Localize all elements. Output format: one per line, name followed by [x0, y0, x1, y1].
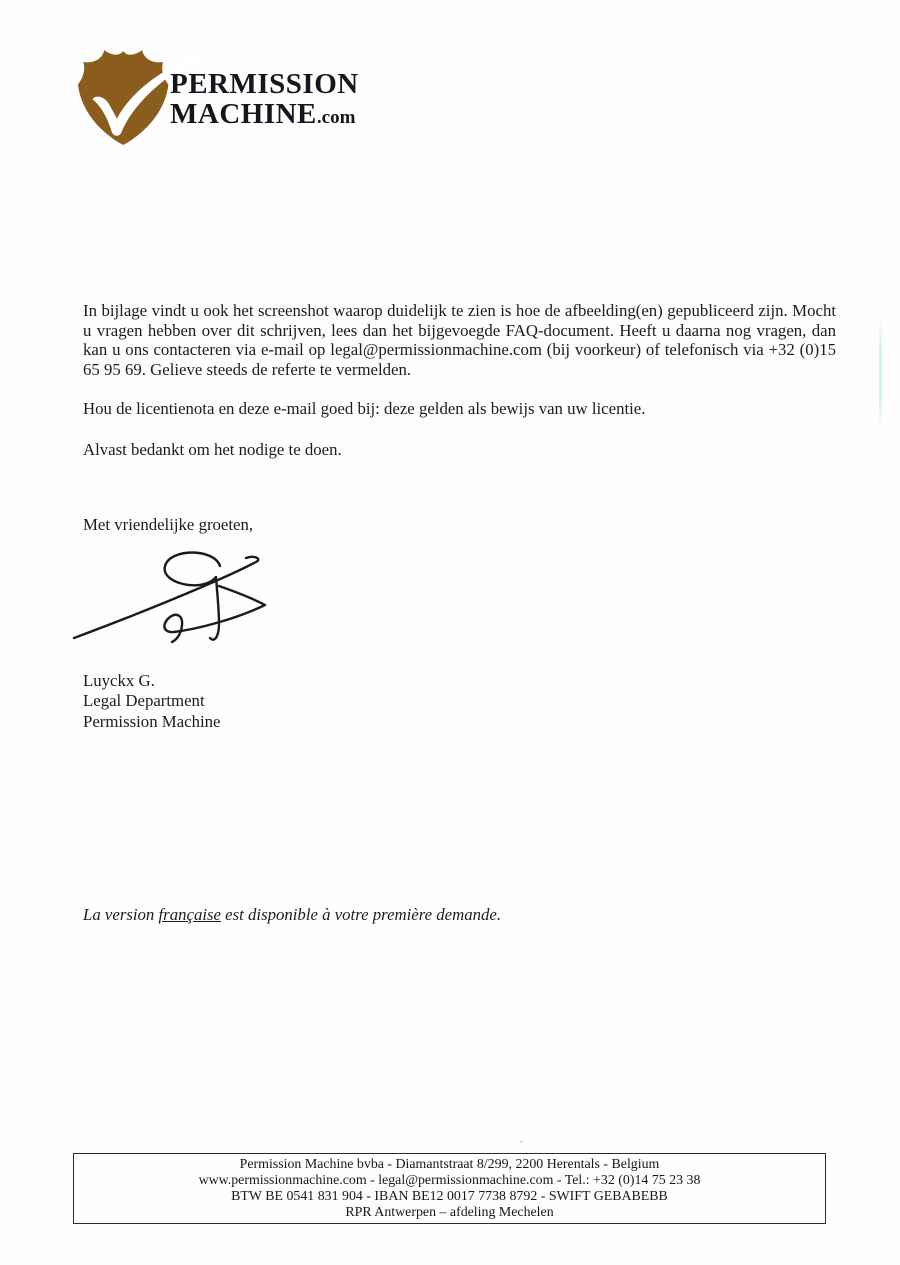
company-logo	[78, 46, 398, 156]
signature-image	[68, 546, 283, 654]
footer-line-address: Permission Machine bvba - Diamantstraat 8/299, 2200 Herentals - Belgium	[239, 1157, 660, 1172]
french-notice-prefix: La version	[83, 905, 159, 924]
body-paragraph-3: Alvast bedankt om het nodige te doen.	[83, 439, 342, 459]
logo-brand-suffix: .com	[316, 107, 356, 128]
footer-box	[73, 1153, 826, 1224]
body-paragraph-2: Hou de licentienota en deze e-mail goed bij: deze gelden als bewijs van uw licentie.	[83, 398, 646, 418]
signer-block	[83, 671, 221, 732]
closing-line: Met vriendelijke groeten,	[83, 514, 254, 534]
logo-wordmark	[170, 70, 359, 133]
french-version-notice	[83, 905, 501, 925]
scan-speck	[520, 1140, 523, 1143]
signer-name: Luyckx G.	[83, 671, 155, 690]
french-notice-suffix: est disponible à votre première demande.	[220, 905, 502, 924]
scan-artifact-line	[879, 316, 882, 431]
logo-brand-line1: PERMISSION	[170, 68, 359, 100]
signer-title: Legal Department	[83, 691, 205, 711]
logo-brand-line2: MACHINE.com	[170, 98, 356, 130]
signer-company: Permission Machine	[83, 711, 221, 731]
french-notice-underlined: française	[158, 905, 221, 924]
body-paragraph-1: In bijlage vindt u ook het screenshot waarop duidelijk te zien is hoe de afbeelding(en) gepubliceerd zijn. Mocht u vragen hebben over dit schrijven, lees dan het bijgevoegde FAQ-document. Heeft u daarna nog vragen, dan kan u ons contacteren via e-mail op legal@permissionmachine.com (bij voorkeur) of telefonisch via +32 (0)15 65 95 69. Gelieve steeds de referte te vermelden.	[83, 300, 836, 380]
footer-line-register: RPR Antwerpen – afdeling Mechelen	[345, 1205, 554, 1221]
footer-line-bank: BTW BE 0541 831 904 - IBAN BE12 0017 7738 8792 - SWIFT GEBABEBB	[231, 1189, 668, 1205]
footer-line-contact: www.permissionmachine.com - legal@permissionmachine.com - Tel.: +32 (0)14 75 23 38	[198, 1173, 701, 1189]
